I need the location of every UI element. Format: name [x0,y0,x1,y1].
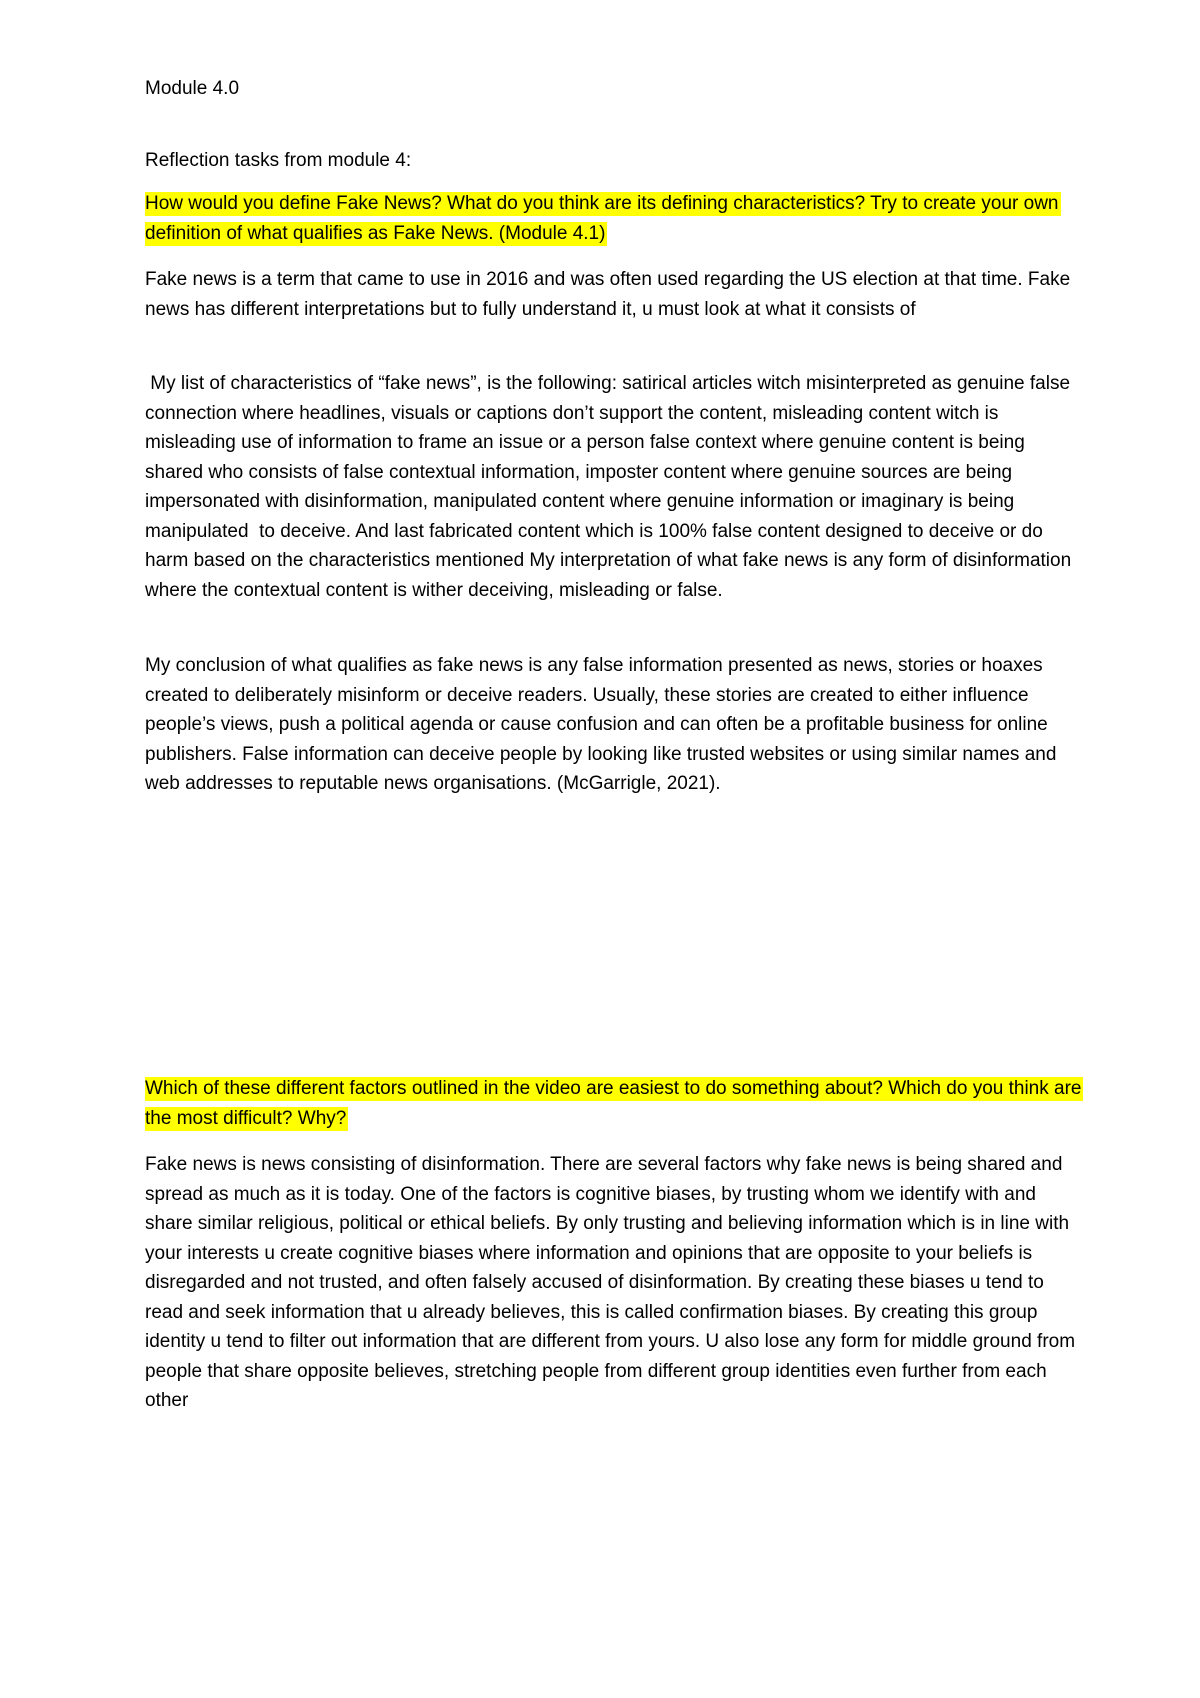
question-2 [145,1074,1085,1133]
answer-2-paragraph-1: Fake news is news consisting of disinformation. There are several factors why fake news is being shared and spread as much as it is today. One of the factors is cognitive biases, by trusting whom we identify with and share similar religious, political or ethical beliefs. By only trusting and believing information which is in line with your interests u create cognitive biases where information and opinions that are opposite to your beliefs is disregarded and not trusted, and often falsely accused of disinformation. By creating these biases u tend to read and seek information that u already believes, this is called confirmation biases. By creating this group identity u tend to filter out information that are different from yours. U also lose any form for middle ground from people that share opposite believes, stretching people from different group identities even further from each other [145,1154,1076,1411]
reflection-heading: Reflection tasks from module 4: [145,150,412,171]
answer-1-paragraph-1: Fake news is a term that came to use in 2016 and was often used regarding the US election at that time. Fake news has different interpretations but to fully understand it, u must look at what it consists of [145,269,1071,320]
answer-1-paragraph-2: My list of characteristics of “fake news”, is the following: satirical articles witch misinterpreted as genuine false connection where headlines, visuals or captions don’t support the content, misleading content witch is misleading use of information to frame an issue or a person false context where genuine content is being shared who consists of false contextual information, imposter content where genuine sources are being impersonated with disinformation, manipulated content where genuine information or imaginary is being manipulated to deceive. And last fabricated content which is 100% false content designed to deceive or do harm based on the characteristics mentioned My interpretation of what fake news is any form of disinformation where the contextual content is wither deceiving, misleading or false. [145,373,1077,601]
document-title: Module 4.0 [145,78,240,99]
question-1-highlight: How would you define Fake News? What do you think are its defining characteristics? Try to create your own definition of what qualifies as Fake News. (Module 4.1) [145,193,1059,244]
question-1 [145,189,1085,248]
question-2-highlight: Which of these different factors outlined in the video are easiest to do something about? Which do you think are the most difficult? Why? [145,1078,1082,1129]
answer-1-paragraph-3: My conclusion of what qualifies as fake news is any false information presented as news, stories or hoaxes created to deliberately misinform or deceive readers. Usually, these stories are created to either influence people’s views, push a political agenda or cause confusion and can often be a profitable business for online publishers. False information can deceive people by looking like trusted websites or using similar names and web addresses to reputable news organisations. (McGarrigle, 2021). [145,655,1057,794]
